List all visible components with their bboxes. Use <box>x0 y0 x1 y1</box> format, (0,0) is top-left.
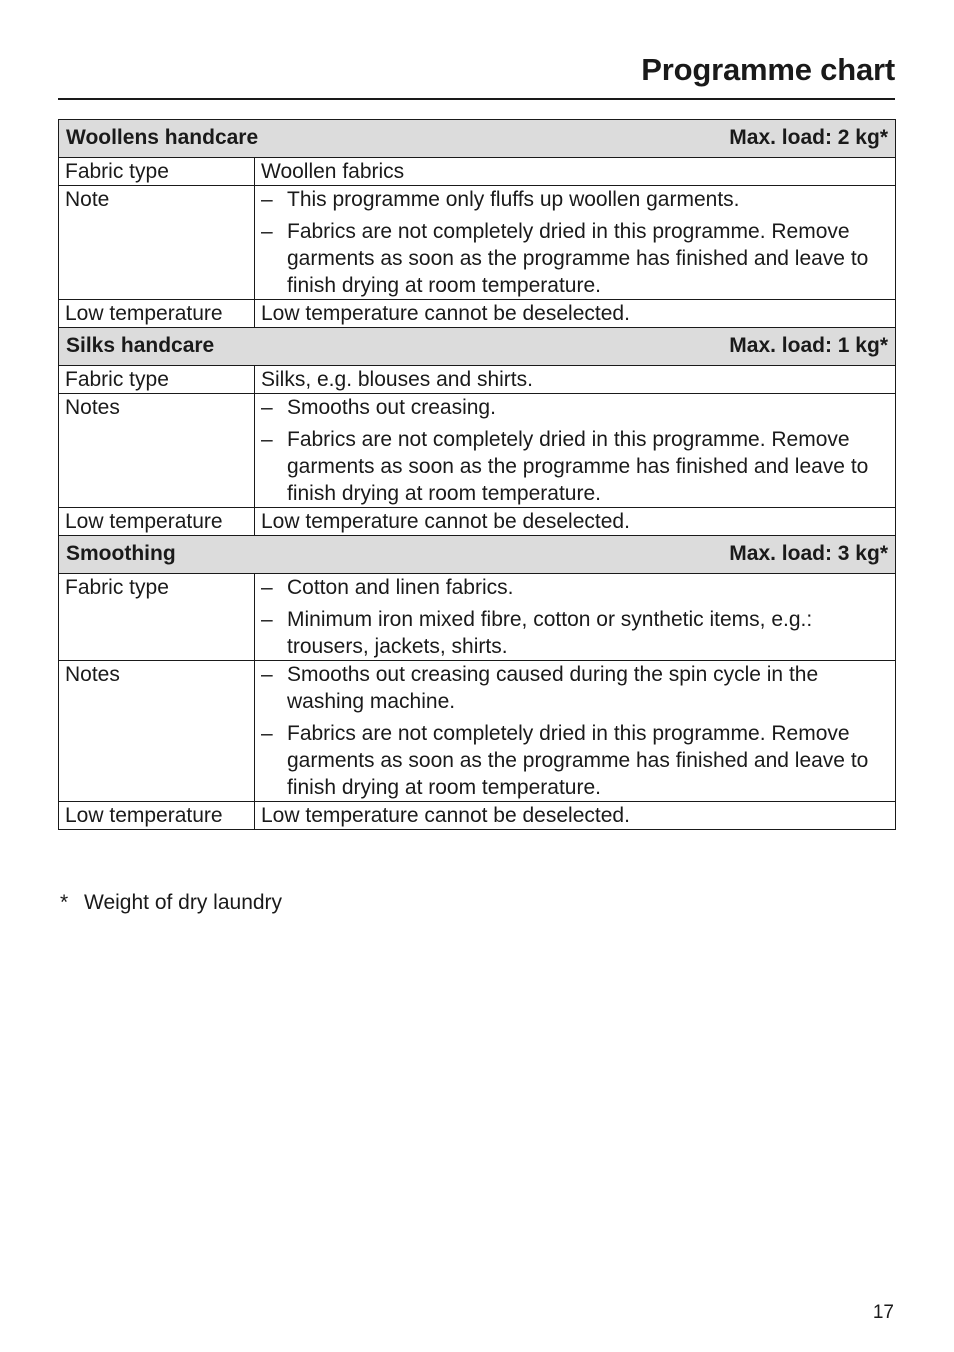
row-label: Low temperature <box>59 802 255 830</box>
row-value <box>255 574 896 661</box>
table-row <box>59 661 896 802</box>
section-title: Woollens handcare <box>66 126 259 149</box>
row-label: Fabric type <box>59 574 255 661</box>
max-load: Max. load: 1 kg* <box>729 334 888 357</box>
section-header-silks <box>59 328 896 366</box>
title-divider <box>58 98 895 100</box>
section-title: Smoothing <box>66 542 176 565</box>
footnote <box>60 891 282 915</box>
row-label: Note <box>59 186 255 300</box>
table-row <box>59 366 896 394</box>
row-label: Low temperature <box>59 300 255 328</box>
list-item <box>261 186 889 213</box>
programme-chart-table <box>58 119 896 830</box>
max-load: Max. load: 3 kg* <box>729 542 888 565</box>
row-value: Woollen fabrics <box>255 158 896 186</box>
row-value <box>255 661 896 802</box>
page-number: 17 <box>872 1302 894 1323</box>
list-item <box>261 426 889 507</box>
row-label: Low temperature <box>59 508 255 536</box>
row-value <box>255 394 896 508</box>
table-row <box>59 300 896 328</box>
list-item <box>261 661 889 715</box>
list-item <box>261 394 889 421</box>
section-title: Silks handcare <box>66 334 215 357</box>
row-value: Low temperature cannot be deselected. <box>255 508 896 536</box>
list-item <box>261 218 889 299</box>
row-value: Low temperature cannot be deselected. <box>255 802 896 830</box>
list-item-text: Fabrics are not completely dried in this programme. Remove garments as soon as the programme has finished and leave to finish drying at room temperature. <box>287 428 869 505</box>
dash-bullet: – <box>261 396 273 419</box>
footnote-text: Weight of dry laundry <box>84 891 283 914</box>
row-label: Fabric type <box>59 158 255 186</box>
dash-bullet: – <box>261 608 273 631</box>
row-value: Silks, e.g. blouses and shirts. <box>255 366 896 394</box>
dash-bullet: – <box>261 188 273 211</box>
list-item-text: Minimum iron mixed fibre, cotton or synthetic items, e.g.: trousers, jackets, shirts. <box>287 608 813 658</box>
table-row <box>59 158 896 186</box>
table-row <box>59 574 896 661</box>
table-row <box>59 508 896 536</box>
row-label: Fabric type <box>59 366 255 394</box>
list-item <box>261 606 889 660</box>
dash-bullet: – <box>261 220 273 243</box>
max-load: Max. load: 2 kg* <box>729 126 888 149</box>
dash-bullet: – <box>261 722 273 745</box>
dash-bullet: – <box>261 576 273 599</box>
row-label: Notes <box>59 394 255 508</box>
section-header-woollens <box>59 120 896 158</box>
table-row <box>59 802 896 830</box>
row-label: Notes <box>59 661 255 802</box>
row-value: Low temperature cannot be deselected. <box>255 300 896 328</box>
table-row <box>59 186 896 300</box>
list-item-text: Smooths out creasing caused during the spin cycle in the washing machine. <box>287 663 819 713</box>
list-item-text: Cotton and linen fabrics. <box>287 576 514 599</box>
page-title: Programme chart <box>641 52 895 87</box>
footnote-marker: * <box>60 891 69 914</box>
list-item-text: Fabrics are not completely dried in this programme. Remove garments as soon as the programme has finished and leave to finish drying at room temperature. <box>287 220 869 297</box>
list-item <box>261 574 889 601</box>
list-item-text: This programme only fluffs up woollen garments. <box>287 188 740 211</box>
list-item-text: Fabrics are not completely dried in this programme. Remove garments as soon as the programme has finished and leave to finish drying at room temperature. <box>287 722 869 799</box>
list-item-text: Smooths out creasing. <box>287 396 496 419</box>
dash-bullet: – <box>261 428 273 451</box>
dash-bullet: – <box>261 663 273 686</box>
table-row <box>59 394 896 508</box>
row-value <box>255 186 896 300</box>
list-item <box>261 720 889 801</box>
section-header-smoothing <box>59 536 896 574</box>
